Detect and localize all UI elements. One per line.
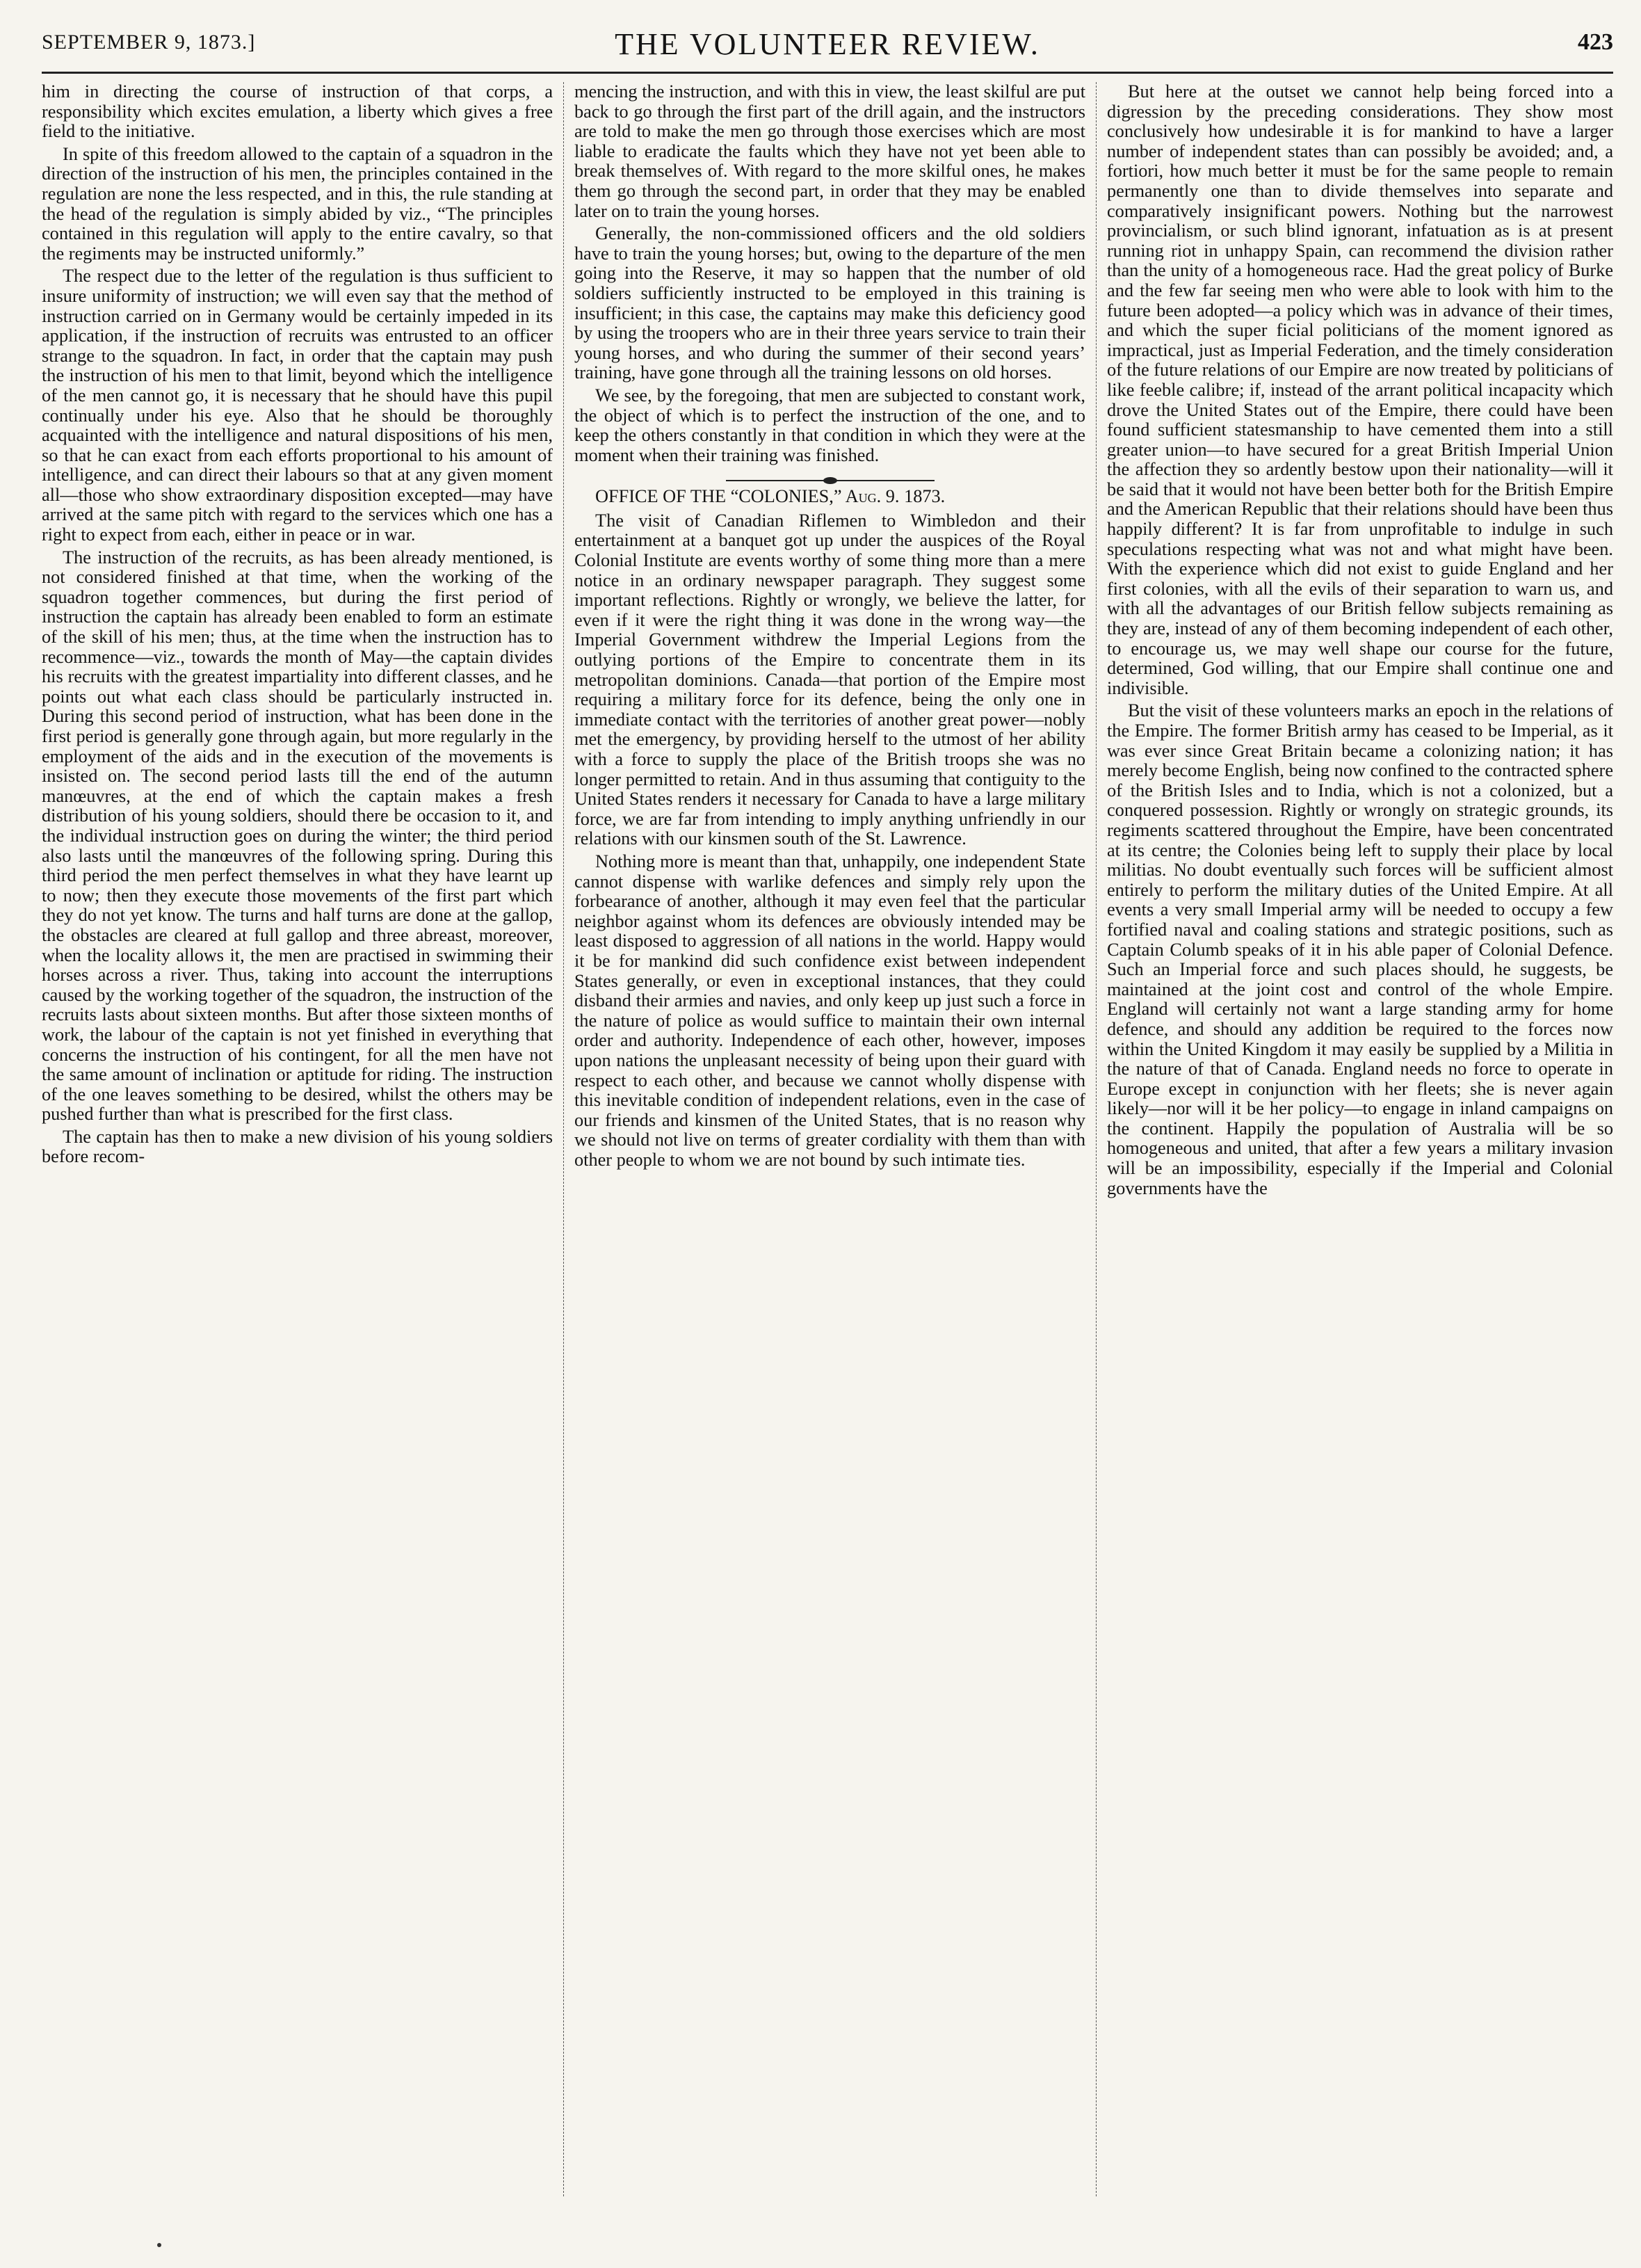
page-number: 423 bbox=[1578, 29, 1613, 55]
column-2 bbox=[574, 82, 1085, 2196]
column-divider bbox=[1096, 82, 1097, 2196]
newspaper-title: THE VOLUNTEER REVIEW. bbox=[615, 27, 1040, 61]
ink-speck bbox=[157, 2243, 161, 2247]
paragraph: The captain has then to make a new division of his young soldiers before recom- bbox=[42, 1126, 553, 1167]
column-1 bbox=[42, 82, 553, 2196]
section-divider bbox=[574, 472, 1085, 481]
paragraph: The respect due to the letter of the regulation is thus sufficient to insure uniformity of instruction; we will even say that the method of instruction carried on in Germany would be certainly impeded in its application, if the instruction of recruits was entrusted to an officer strange to the squadron. In fact, in order that the captain may push the instruction of his men to that limit, beyond which the intelligence of the men cannot go, it is necessary that he should have this pupil continually under his eye. Also that he should be thoroughly acquainted with the intelligence and natural dispositions of his men, so that he can exact from each efforts proportional to his amount of intelligence, and can direct their labours so that at any given moment all—those who show extraordinary disposition excepted—may have arrived at the same pitch with regard to the services which one has a right to expect from each, either in peace or in war. bbox=[42, 266, 553, 545]
paragraph: Nothing more is meant than that, unhappily, one independent State cannot dispense with warlike defences and simply rely upon the forbearance of another, although it may even feel that the particular neighbor against whom its defences are obviously intended may be least disposed to aggression of all nations in the world. Happy would it be for mankind did such confidence exist between independent States generally, or even in exceptional instances, that they could disband their armies and navies, and only keep up just such a force in the nature of police as would suffice to maintain their own internal order and authority. Independence of each other, however, imposes upon nations the unpleasant necessity of being upon their guard with respect to each other, and because we cannot wholly dispense with this inevitable condition of independent relations, even in the case of our friends and kinsmen of the United States, that is no reason why we should not live on terms of greater cordiality with them than with other people to whom we are not bound by such intimate ties. bbox=[574, 851, 1085, 1170]
paragraph: mencing the instruction, and with this in view, the least skilful are put back to go through the first part of the drill again, and the instructors are told to make the men go through those exercises which are most liable to eradicate the faults which they have not yet been able to break themselves of. With regard to the more skilful ones, he makes them go through the second part, in order that they may be enabled later on to train the young horses. bbox=[574, 82, 1085, 221]
paragraph: Generally, the non-commissioned officers and the old soldiers have to train the young horses; but, owing to the departure of the men going into the Reserve, it may so happen that the number of old soldiers sufficiently instructed to be employed in this training is insufficient; in this case, the captains may make this deficiency good by using the troopers who are in their three years service to train their young horses, and who during the summer of their second years’ training, have gone through all the training lessons on old horses. bbox=[574, 223, 1085, 383]
paragraph: The instruction of the recruits, as has been already mentioned, is not considered finished at that time, when the working of the squadron together commences, but during the first period of instruction the captain has already been enabled to form an estimate of the skill of his men; thus, at the time when the instruction has to recommence—viz., towards the month of May—the captain divides his recruits with the greatest impartiality into different classes, and he points out what each class should be particularly instructed in. During this second period of instruction, what has been done in the first period is generally gone through again, but more regularly in the employment of the aids and in the execution of the movements is insisted on. The second period lasts till the end of the autumn manœuvres, at the end of which the captain makes a fresh distribution of his young soldiers, should there be occasion to it, and the individual instruction goes on during the winter; the third period also lasts until the manœuvres of the following spring. During this third period the men perfect themselves in what they have learnt up to now; then they execute those movements of the first part which they do not yet know. The turns and half turns are done at the gallop, the obstacles are cleared at full gallop and three abreast, moreover, when the locality allows it, the men are practised in swimming their horses across a river. Thus, taking into account the interruptions caused by the working together of the squadron, the instruction of the recruits lasts about sixteen months. But after those sixteen months of work, the labour of the captain is not yet finished in everything that concerns the instruction of his contingent, for all the men have not the same amount of inclination or aptitude for riding. The instruction of the one leaves something to be desired, whilst the others may be pushed further than what is prescribed for the first class. bbox=[42, 547, 553, 1125]
column-3 bbox=[1107, 82, 1613, 2196]
paragraph: The visit of Canadian Riflemen to Wimbledon and their entertainment at a banquet got up under the auspices of the Royal Colonial Institute are events worthy of some thing more than a mere notice in an ordinary newspaper paragraph. They suggest some important reflections. Rightly or wrongly, we believe the latter, for even if it were the right thing it was done in the wrong way—the Imperial Government withdrew the Imperial Legions from the outlying portions of the Empire to concentrate them in its metropolitan dominions. Canada—that portion of the Empire most requiring a military force for its defence, being the only one in immediate contact with the territories of another great power—nobly met the emergency, by providing herself to the utmost of her ability with a force to supply the place of the British troops she was no longer permitted to retain. And in thus assuming that contiguity to the United States renders it necessary for Canada to have a large military force, we are far from intending to imply anything unfriendly in our relations with our kinsmen south of the St. Lawrence. bbox=[574, 510, 1085, 849]
issue-date: SEPTEMBER 9, 1873.] bbox=[42, 31, 256, 54]
paragraph: We see, by the foregoing, that men are subjected to constant work, the object of which is to perfect the instruction of the one, and to keep the others constantly in that condition in which they were at the moment when their training was finished. bbox=[574, 385, 1085, 465]
column-divider bbox=[563, 82, 564, 2196]
paragraph: him in directing the course of instruction of that corps, a responsibility which excites emulation, a liberty which gives a free field to the initiative. bbox=[42, 82, 553, 142]
header-rule bbox=[42, 72, 1613, 74]
article-dateline: OFFICE OF THE “COLONIES,” Aug. 9. 1873. bbox=[595, 486, 946, 507]
masthead bbox=[42, 26, 1613, 68]
paragraph: In spite of this freedom allowed to the captain of a squadron in the direction of the instruction of his men, the principles contained in the regulation are none the less respected, and in this, the rule standing at the head of the regulation is simply abided by viz., “The principles contained in this regulation will apply to the entire cavalry, so that the regiments may be instructed uniformly.” bbox=[42, 143, 553, 264]
paragraph: But here at the outset we cannot help being forced into a digression by the preceding considerations. They show most conclusively how undesirable it is for mankind to have a larger number of independent states than can possibly be avoided; and, a fortiori, how much better it must be for the same people to remain permanently one than to divide themselves into separate and comparatively insignificant powers. Nothing but the narrowest provincialism, or such blind ignorant, infatuation as is at present running riot in unhappy Spain, can recommend the division rather than the unity of a homogeneous race. Had the great policy of Burke and the few far seeing men who were able to look with him to the future been adopted—a policy which was in advance of their times, and which the super ficial politicians of the moment ignored as impractical, just as Imperial Federation, and the timely consideration of the future relations of our Empire are now treated by politicians of like feeble calibre; if, instead of the arrant political incapacity which drove the United States out of the Empire, there could have been found sufficient statesmanship to have cemented them into a still greater union—to have secured for a great British Imperial Union the affection they so ardently bestow upon their nationality—will it be said that it would not have been better both for the British Empire and the American Republic that their relations should have been thus happily different? It is far from unprofitable to indulge in such speculations respecting what was not and what might have been. With the experience which did not exist to guide England and her first colonies, with all the evils of their separation to warn us, and with all the advantages of our British fellow subjects remaining as they are, instead of any of them becoming independent of each other, to encourage us, we may well shape our course for the future, determined, God willing, that our Empire shall continue one and indivisible. bbox=[1107, 82, 1613, 698]
paragraph: But the visit of these volunteers marks an epoch in the relations of the Empire. The former British army has ceased to be Imperial, as it was ever since Great Britain became a colonizing nation; it has merely become English, being now confined to the contracted sphere of the British Isles and to India, which is not a colonized, but a conquered possession. Rightly or wrongly on strategic grounds, its regiments scattered throughout the Empire, have been concentrated at its centre; the Colonies being left to supply their place by local militias. No doubt eventually such forces will be sufficient almost entirely to perform the military duties of the United Empire. At all events a very small Imperial army will be needed to occupy a few fortified naval and coaling stations and strategic positions, such as Captain Columb speaks of it in his able paper of Colonial Defence. Such an Imperial force and such places should, he suggests, be maintained at the joint cost and control of the whole Empire. England will certainly not want a large standing army for home defence, and should any addition be required to the forces now within the United Kingdom it may easily be supplied by a Militia in the nature of that of Canada. England needs no force to operate in Europe except in conjunction with her fleets; she is never again likely—nor will it be her policy—to engage in inland campaigns on the continent. Happily the population of Australia will be so homogeneous and united, that after a few years a military invasion will be an impossibility, especially if the Imperial and Colonial governments have the bbox=[1107, 700, 1613, 1198]
